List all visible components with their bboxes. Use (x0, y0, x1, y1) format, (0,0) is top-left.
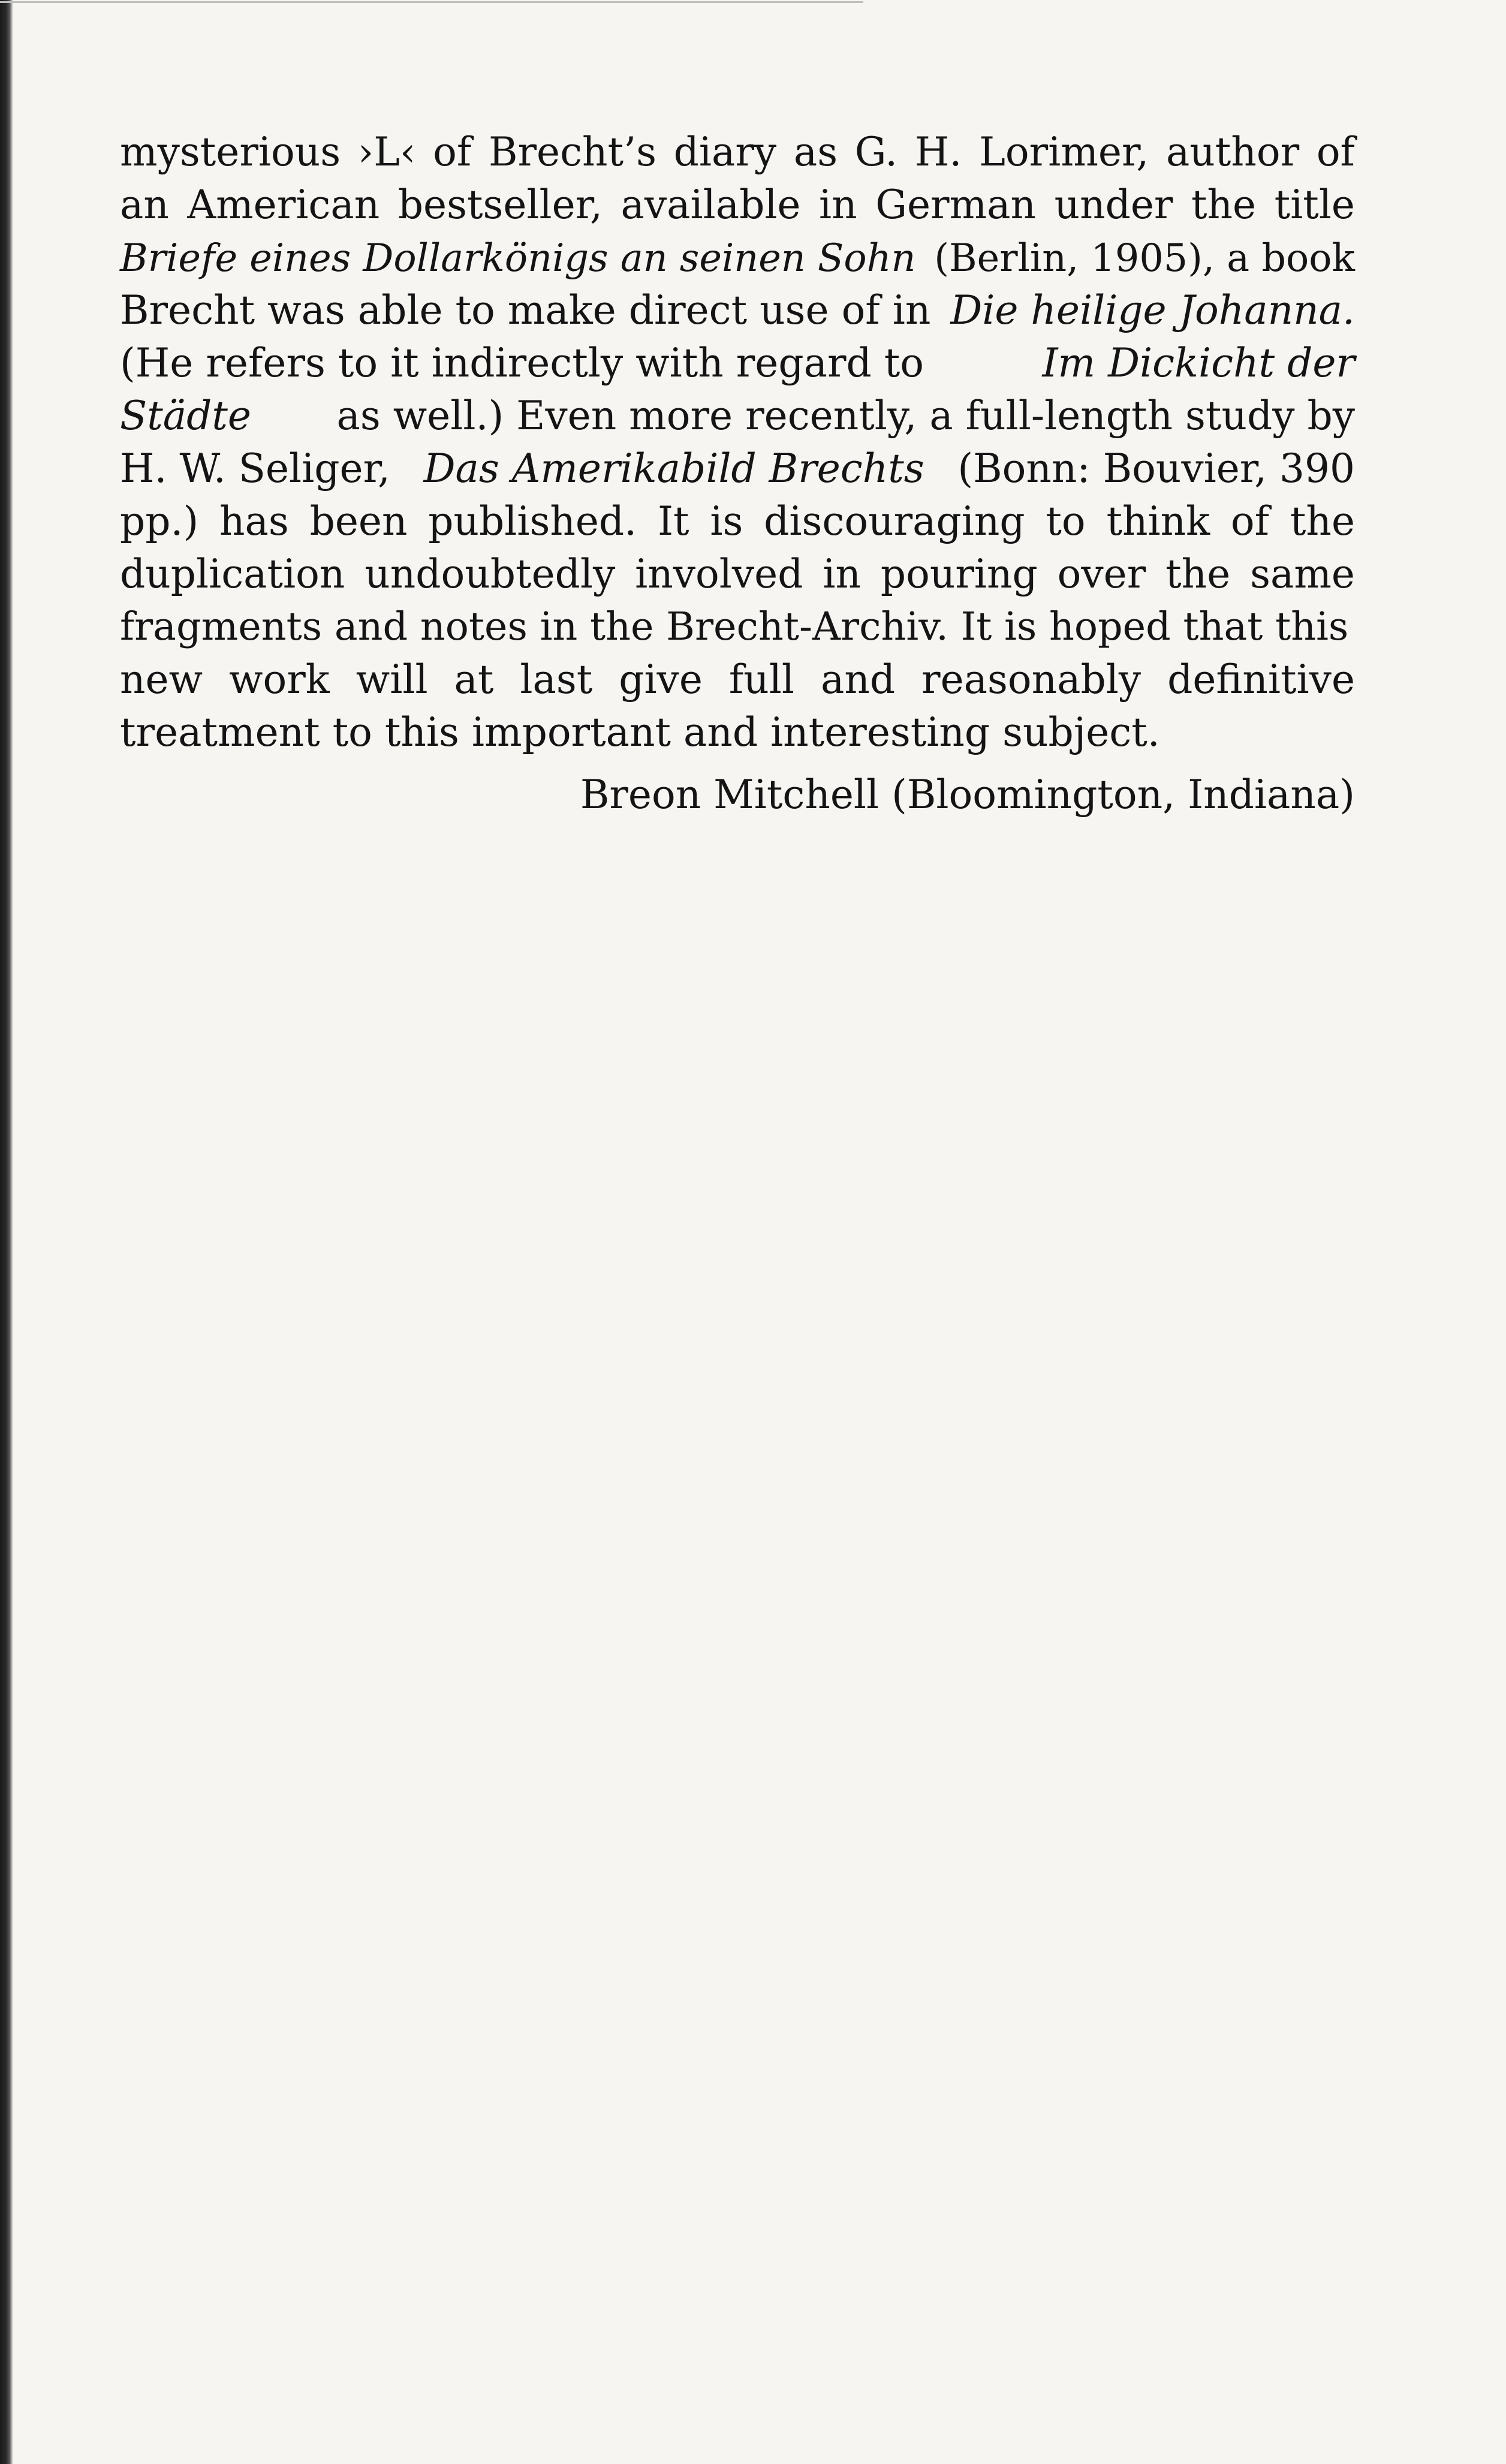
text-run: fragments and notes in the Brecht-Archiv. It is hoped that this (120, 604, 1349, 649)
text-run: treatment to this important and interesting subject. (120, 709, 1160, 755)
text-run: duplication undoubtedly involved in pouring over the same (120, 551, 1355, 597)
top-rule (0, 1, 863, 3)
text-line-4 (120, 284, 1355, 337)
text-line-9 (120, 548, 1355, 601)
play-title-italic: Städte (120, 393, 251, 439)
text-run: (Berlin, 1905), a book (922, 236, 1355, 280)
text-line-10 (120, 601, 1355, 653)
text-line-5 (120, 337, 1355, 390)
text-line-6 (120, 390, 1355, 442)
article-text (120, 126, 1355, 759)
text-run: (He refers to it indirectly with regard to (120, 340, 936, 386)
text-line-2 (120, 179, 1355, 231)
text-run: H. W. Seliger, (120, 445, 403, 492)
author-signature: Breon Mitchell (Bloomington, Indiana) (580, 772, 1355, 818)
text-run: (Bonn: Bouvier, 390 (945, 445, 1355, 492)
text-line-8 (120, 495, 1355, 548)
text-line-7 (120, 442, 1355, 495)
text-run: mysterious ›L‹ of Brecht’s diary as G. H. Lorimer, author of (120, 129, 1355, 175)
text-run: as well.) Even more recently, a full-length study by (324, 393, 1355, 439)
study-title-italic: Das Amerikabild Brechts (423, 445, 924, 492)
text-run: pp.) has been published. It is discouraging to think of the (120, 498, 1355, 544)
text-line-11 (120, 653, 1355, 706)
text-line-1 (120, 126, 1355, 179)
text-run: Brecht was able to make direct use of in (120, 287, 944, 333)
page-binding-shadow (0, 0, 13, 2464)
text-run: new work will at last give full and reasonably definitive (120, 656, 1355, 703)
play-title-italic: Die heilige Johanna. (950, 287, 1355, 333)
text-run: an American bestseller, available in German under the title (120, 182, 1355, 228)
text-line-12 (120, 706, 1355, 759)
text-line-3 (120, 231, 1355, 284)
play-title-italic: Im Dickicht der (1042, 340, 1355, 386)
book-title-italic: Briefe eines Dollarkönigs an seinen Sohn (120, 236, 916, 280)
